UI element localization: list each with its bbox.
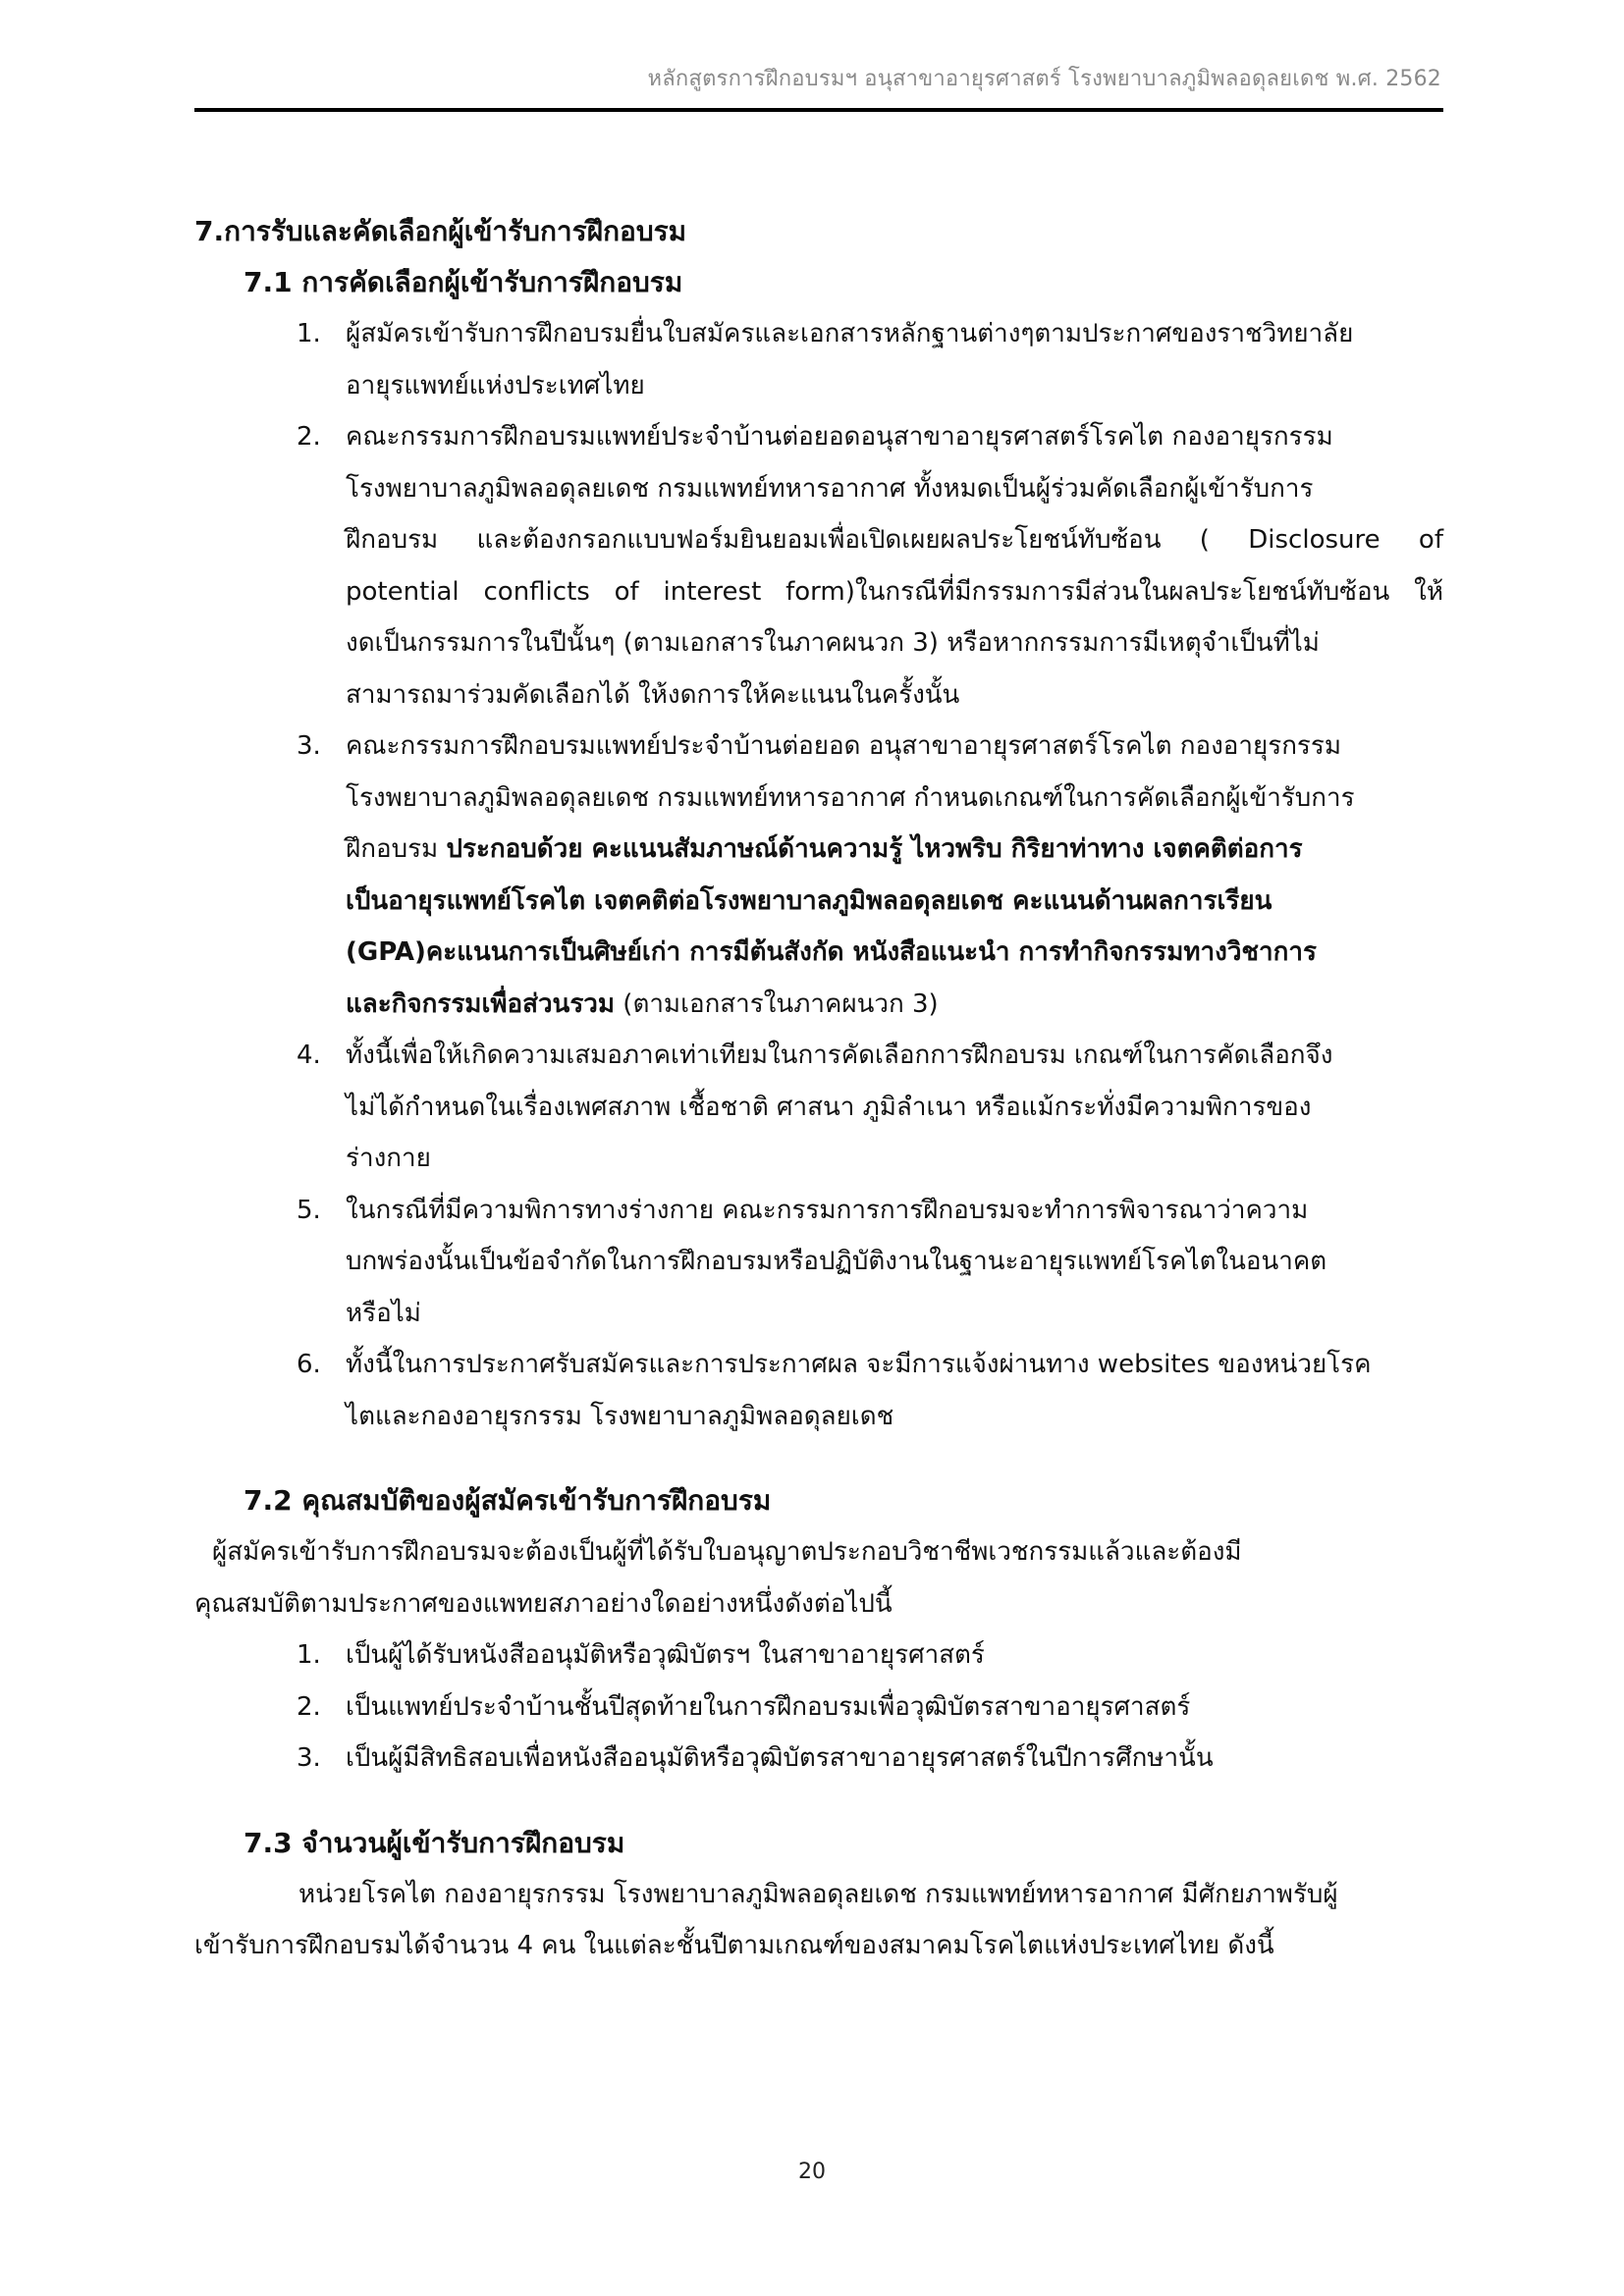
section-7-heading: 7.การรับและคัดเลือกผู้เข้ารับการฝึกอบรม <box>194 215 687 247</box>
list-item-line: ไม่ได้กำหนดในเรื่องเพศสภาพ เชื้อชาติ ศาสนา ภูมิลำเนา หรือแม้กระทั่งมีความพิการของ <box>346 1092 1312 1122</box>
list-item-text: (ตามเอกสารในภาคผนวก 3) <box>615 988 939 1019</box>
section-7-3-heading: 7.3 จำนวนผู้เข้ารับการฝึกอบรม <box>244 1826 625 1859</box>
list-item <box>194 1030 1443 1185</box>
trainee-count-paragraph: หน่วยโรคไต กองอายุรกรรม โรงพยาบาลภูมิพลอดุลยเดช กรมแพทย์ทหารอากาศ มีศักยภาพรับผู้ <box>298 1879 1338 1909</box>
list-item <box>194 411 1443 721</box>
list-item-number: 2. <box>297 1691 321 1722</box>
list-item-line: คณะกรรมการฝึกอบรมแพทย์ประจำบ้านต่อยอด อนุสาขาอายุรศาสตร์โรคไต กองอายุรกรรม <box>346 731 1341 761</box>
section-7-2-heading: 7.2 คุณสมบัติของผู้สมัครเข้ารับการฝึกอบรม <box>244 1484 772 1517</box>
list-item-line <box>346 979 1443 1031</box>
list-item <box>194 1733 1443 1785</box>
list-item-number: 1. <box>297 319 321 348</box>
list-item-line: หรือไม่ <box>346 1298 421 1328</box>
qualification-intro: ผู้สมัครเข้ารับการฝึกอบรมจะต้องเป็นผู้ที่ได้รับใบอนุญาตประกอบวิชาชีพเวชกรรมแล้วและต้องมี <box>212 1537 1242 1567</box>
list-item-line: โรงพยาบาลภูมิพลอดุลยเดช กรมแพทย์ทหารอากาศ ทั้งหมดเป็นผู้ร่วมคัดเลือกผู้เข้ารับการ <box>346 473 1314 504</box>
header-rule <box>194 108 1443 112</box>
list-item-line: โรงพยาบาลภูมิพลอดุลยเดช กรมแพทย์ทหารอากาศ กำหนดเกณฑ์ในการคัดเลือกผู้เข้ารับการ <box>346 782 1355 813</box>
bold-criteria-text: ประกอบด้วย คะแนนสัมภาษณ์ด้านความรู้ ไหวพริบ กิริยาท่าทาง เจตคติต่อการ <box>446 834 1303 864</box>
list-item-line: ทั้งนี้เพื่อให้เกิดความเสมอภาคเท่าเทียมในการคัดเลือกการฝึกอบรม เกณฑ์ในการคัดเลือกจึง <box>346 1041 1333 1070</box>
list-item-line <box>346 824 1443 876</box>
list-item-line: เป็นผู้มีสิทธิสอบเพื่อหนังสืออนุมัติหรือวุฒิบัตรสาขาอายุรศาสตร์ในปีการศึกษานั้น <box>346 1743 1214 1773</box>
page-number: 20 <box>798 2160 826 2184</box>
list-item-line: คณะกรรมการฝึกอบรมแพทย์ประจำบ้านต่อยอดอนุสาขาอายุรศาสตร์โรคไต กองอายุรกรรม <box>346 422 1333 452</box>
list-item-line: งดเป็นกรรมการในปีนั้นๆ (ตามเอกสารในภาคผนวก 3) หรือหากกรรมการมีเหตุจำเป็นที่ไม่ <box>346 628 1320 658</box>
list-item <box>194 308 1443 411</box>
list-item-line: ฝึกอบรม และต้องกรอกแบบฟอร์มยินยอมเพื่อเปิดเผยผลประโยชน์ทับซ้อน ( Disclosure of <box>346 525 1443 555</box>
list-item-text: ฝึกอบรม <box>346 834 447 864</box>
list-item-number: 6. <box>297 1350 321 1379</box>
qualification-intro: คุณสมบัติตามประกาศของแพทยสภาอย่างใดอย่างหนึ่งดังต่อไปนี้ <box>194 1588 893 1619</box>
section-spacer <box>194 1785 1443 1818</box>
running-header: หลักสูตรการฝึกอบรมฯ อนุสาขาอายุรศาสตร์ โรงพยาบาลภูมิพลอดุลยเดช พ.ศ. 2562 <box>647 67 1441 91</box>
list-item-line: อายุรแพทย์แห่งประเทศไทย <box>346 370 645 400</box>
list-item-number: 4. <box>297 1041 321 1070</box>
bold-criteria-text: เป็นอายุรแพทย์โรคไต เจตคติต่อโรงพยาบาลภูมิพลอดุลยเดช คะแนนด้านผลการเรียน <box>346 885 1272 916</box>
list-item <box>194 1629 1443 1682</box>
page-content <box>194 206 1443 1972</box>
list-item-line: บกพร่องนั้นเป็นข้อจำกัดในการฝึกอบรมหรือปฏิบัติงานในฐานะอายุรแพทย์โรคไตในอนาคต <box>346 1247 1327 1276</box>
list-item-line: ในกรณีที่มีความพิการทางร่างกาย คณะกรรมการการฝึกอบรมจะทำการพิจารณาว่าความ <box>346 1195 1309 1225</box>
list-item-number: 1. <box>297 1640 321 1670</box>
list-item-line: สามารถมาร่วมคัดเลือกได้ ให้งดการให้คะแนนในครั้งนั้น <box>346 679 960 710</box>
bold-criteria-text: (GPA)คะแนนการเป็นศิษย์เก่า การมีต้นสังกัด หนังสือแนะนำ การทำกิจกรรมทางวิชาการ <box>346 937 1317 967</box>
list-item-number: 2. <box>297 422 321 452</box>
list-item-line: ผู้สมัครเข้ารับการฝึกอบรมยื่นใบสมัครและเอกสารหลักฐานต่างๆตามประกาศของราชวิทยาลัย <box>346 319 1354 348</box>
list-item-line: ทั้งนี้ในการประกาศรับสมัครและการประกาศผล จะมีการแจ้งผ่านทาง websites ของหน่วยโรค <box>346 1350 1372 1379</box>
list-item <box>194 1185 1443 1340</box>
section-7-1-heading: 7.1 การคัดเลือกผู้เข้ารับการฝึกอบรม <box>244 266 683 298</box>
list-item <box>194 1682 1443 1734</box>
list-item-number: 5. <box>297 1195 321 1225</box>
trainee-count-paragraph: เข้ารับการฝึกอบรมได้จำนวน 4 คน ในแต่ละชั้นปีตามเกณฑ์ของสมาคมโรคไตแห่งประเทศไทย ดังนี้ <box>194 1931 1274 1960</box>
list-item <box>194 721 1443 1030</box>
list-item-number: 3. <box>297 1743 321 1773</box>
selection-criteria-list <box>194 308 1443 1442</box>
bold-criteria-text: และกิจกรรมเพื่อส่วนรวม <box>346 988 616 1019</box>
list-item-line: เป็นแพทย์ประจำบ้านชั้นปีสุดท้ายในการฝึกอบรมเพื่อวุฒิบัตรสาขาอายุรศาสตร์ <box>346 1691 1191 1722</box>
qualification-list <box>194 1629 1443 1785</box>
list-item-line: ร่างกาย <box>346 1144 431 1173</box>
list-item-line: ไตและกองอายุรกรรม โรงพยาบาลภูมิพลอดุลยเดช <box>346 1401 894 1431</box>
list-item-line: potential conflicts of interest form)ในกรณีที่มีกรรมการมีส่วนในผลประโยชน์ทับซ้อน ให้ <box>346 576 1443 607</box>
list-item-number: 3. <box>297 731 321 761</box>
list-item-line: เป็นผู้ได้รับหนังสืออนุมัติหรือวุฒิบัตรฯ ในสาขาอายุรศาสตร์ <box>346 1640 985 1670</box>
section-spacer <box>194 1442 1443 1475</box>
list-item <box>194 1339 1443 1442</box>
